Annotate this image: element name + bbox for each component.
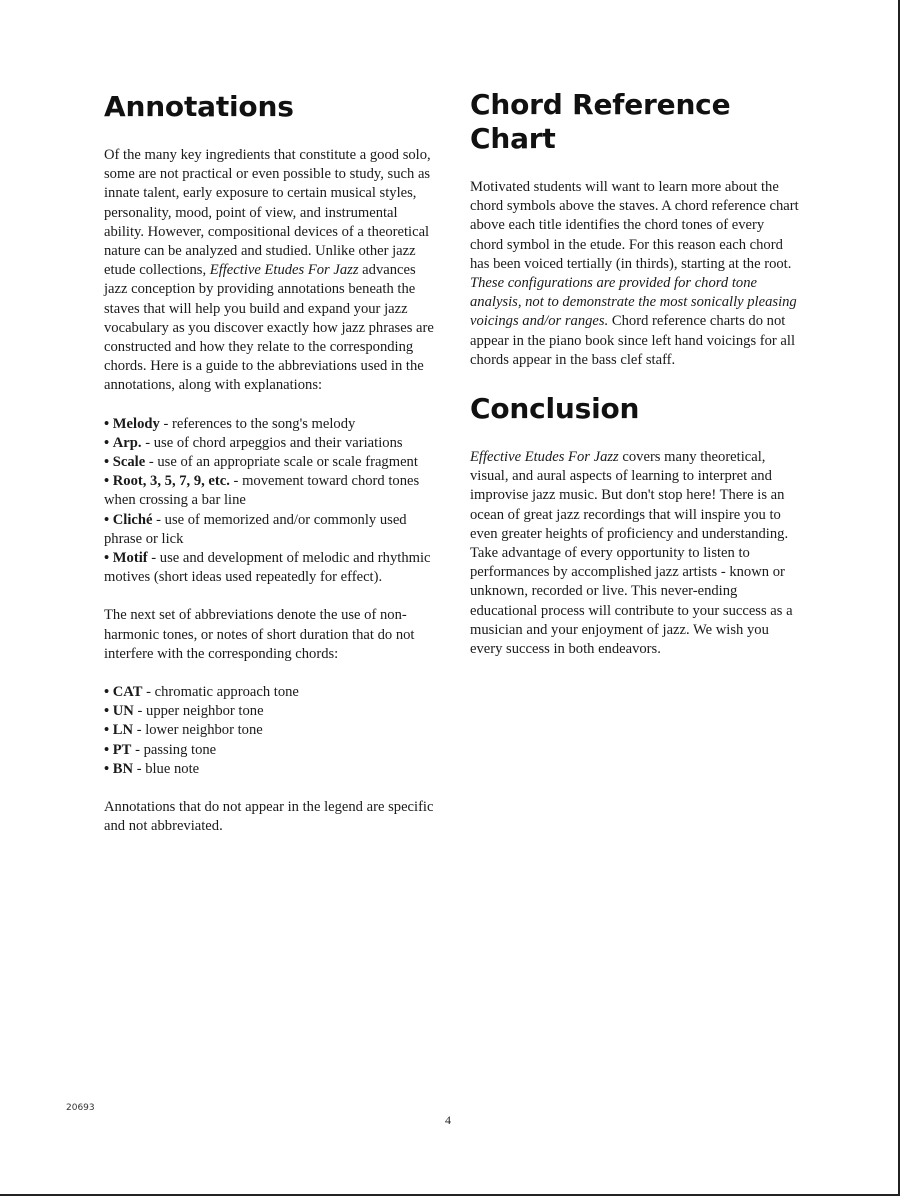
bullet-term: Motif	[112, 550, 148, 567]
annotation-bullet-list	[104, 415, 434, 588]
chord-reference-body	[470, 178, 800, 370]
bullet-icon: •	[104, 684, 110, 701]
bullet-icon: •	[104, 760, 110, 777]
abbrev-desc: - blue note	[133, 760, 200, 777]
catalog-code: 20693	[66, 1103, 95, 1113]
bullet-item-arp	[104, 434, 434, 453]
abbrev-term: LN	[112, 722, 134, 739]
abbrev-term: UN	[112, 703, 134, 720]
bullet-desc: - use and development of melodic and rhythmic motives (short ideas used repeatedly for effect).	[104, 550, 431, 586]
chord-reference-text: Motivated students will want to learn more about the chord symbols above the staves. A chord reference chart above each title identifies the chord tones of every chord symbol in the etude. For this reason each chord has been voiced tertially (in thirds), starting at the root.	[470, 179, 799, 272]
abbrev-term: CAT	[112, 684, 143, 701]
bullet-item-root	[104, 472, 434, 510]
nonharmonic-intro: The next set of abbreviations denote the use of non-harmonic tones, or notes of short duration that do not interfere with the corresponding chords:	[104, 607, 415, 662]
bullet-desc: - movement toward chord tones when crossing a bar line	[104, 473, 420, 509]
abbrev-desc: - passing tone	[131, 741, 217, 758]
bullet-icon: •	[104, 741, 110, 758]
bullet-desc: - use of an appropriate scale or scale fragment	[145, 454, 418, 471]
annotations-closing: Annotations that do not appear in the legend are specific and not abbreviated.	[104, 799, 434, 835]
abbreviation-list	[104, 683, 434, 779]
bullet-item-cliche	[104, 511, 434, 549]
abbrev-term: BN	[112, 760, 134, 777]
bullet-icon: •	[104, 722, 110, 739]
conclusion-heading: Conclusion	[470, 392, 640, 426]
bullet-term: Scale	[112, 454, 146, 471]
page-number: 4	[445, 1113, 451, 1127]
annotations-intro	[104, 146, 434, 396]
bullet-icon: •	[104, 473, 110, 490]
bullet-icon: •	[104, 434, 110, 451]
abbrev-item-cat	[104, 683, 434, 702]
chord-reference-heading: Chord Reference Chart	[470, 88, 731, 155]
abbrev-desc: - chromatic approach tone	[142, 684, 299, 701]
book-title-italic: Effective Etudes For Jazz	[209, 262, 359, 279]
annotations-heading: Annotations	[104, 90, 294, 123]
bullet-term: Cliché	[112, 511, 153, 528]
bullet-item-melody	[104, 415, 434, 434]
bullet-icon: •	[104, 550, 110, 567]
abbrev-item-pt	[104, 741, 434, 760]
bullet-desc: - use of memorized and/or commonly used phrase or lick	[104, 511, 407, 547]
conclusion-body	[470, 448, 800, 659]
bullet-term: Melody	[112, 415, 160, 432]
bullet-desc: - use of chord arpeggios and their variations	[141, 434, 403, 451]
bullet-term: Arp.	[112, 434, 142, 451]
bullet-icon: •	[104, 511, 110, 528]
bullet-icon: •	[104, 415, 110, 432]
bullet-item-motif	[104, 549, 434, 587]
abbrev-item-un	[104, 702, 434, 721]
chord-reference-text-end: Chord reference charts do not appear in the piano book since left hand voicings for all chords appear in the bass clef staff.	[470, 313, 796, 368]
left-column	[104, 90, 434, 856]
bullet-desc: - references to the song's melody	[159, 415, 356, 432]
abbrev-desc: - lower neighbor tone	[133, 722, 263, 739]
bullet-term: Root, 3, 5, 7, 9, etc.	[112, 473, 230, 490]
abbrev-term: PT	[112, 741, 132, 758]
right-column	[470, 88, 800, 678]
bullet-icon: •	[104, 703, 110, 720]
conclusion-text: covers many theoretical, visual, and aural aspects of learning to interpret and improvise jazz music. But don't stop here! There is an ocean of great jazz recordings that will inspire you to even greater heights of proficiency and understanding. Take advantage of every opportunity to listen to performances by accomplished jazz artists - known or unknown, recorded or live. This never-ending educational process will contribute to your success as a musician and your enjoyment of jazz. We wish you every success in both endeavors.	[470, 449, 793, 658]
abbrev-item-ln	[104, 721, 434, 740]
chord-reference-italic-note: These configurations are provided for chord tone analysis, not to demonstrate the most sonically pleasing voicings and/or ranges.	[470, 275, 797, 330]
conclusion-book-title: Effective Etudes For Jazz	[470, 449, 619, 466]
intro-text-before-title: Of the many key ingredients that constitute a good solo, some are not practical or even possible to study, such as innate talent, early exposure to certain musical styles, personality, mood, point of view, and instrumental ability. However, compositional devices of a theoretical nature can be analyzed and studied. Unlike other jazz etude collections,	[104, 147, 431, 279]
abbrev-item-bn	[104, 760, 434, 779]
bullet-icon: •	[104, 454, 110, 471]
intro-text-after-title: advances jazz conception by providing annotations beneath the staves that will help you build and expand your jazz vocabulary as you discover exactly how jazz phrases are constructed and how they relate to the corresponding chords. Here is a guide to the abbreviations used in the annotations, along with explanations:	[104, 262, 434, 394]
abbrev-desc: - upper neighbor tone	[133, 703, 264, 720]
bullet-item-scale	[104, 453, 434, 472]
